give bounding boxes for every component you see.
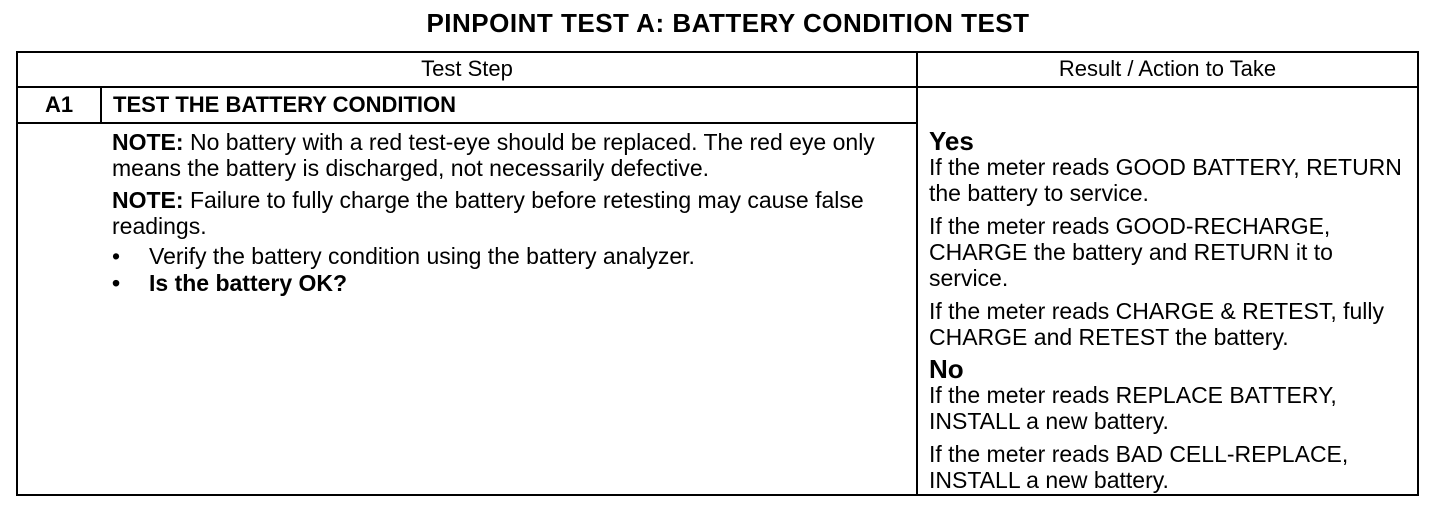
- note-2-text: Failure to fully charge the battery before retesting may cause false readings.: [112, 187, 864, 239]
- column-divider: [916, 51, 918, 496]
- step-instructions: [112, 129, 902, 297]
- table-border-right: [1417, 51, 1419, 496]
- no-item: If the meter reads BAD CELL-REPLACE, INSTALL a new battery.: [929, 441, 1349, 493]
- note-1-label: NOTE:: [112, 129, 184, 155]
- step-id-divider: [100, 86, 102, 123]
- header-divider: [16, 86, 1419, 88]
- note-1: [112, 129, 902, 181]
- bullet-dot: •: [112, 270, 121, 296]
- page-title: PINPOINT TEST A: BATTERY CONDITION TEST: [426, 8, 1030, 38]
- bullet-text: Is the battery OK?: [149, 270, 348, 296]
- note-2: [112, 187, 902, 239]
- step-title: TEST THE BATTERY CONDITION: [113, 92, 457, 117]
- step-bullets: [112, 243, 902, 297]
- note-2-label: NOTE:: [112, 187, 184, 213]
- header-test-step: Test Step: [421, 56, 513, 81]
- step-title-divider: [16, 122, 918, 124]
- bullet-text: Verify the battery condition using the battery analyzer.: [149, 243, 695, 269]
- no-item: If the meter reads REPLACE BATTERY, INSTALL a new battery.: [929, 382, 1337, 434]
- header-result-action: Result / Action to Take: [1058, 56, 1277, 81]
- table-border-bottom: [16, 494, 1419, 496]
- table-border-top: [16, 51, 1419, 53]
- bullet-item: [112, 243, 902, 270]
- yes-item: If the meter reads GOOD BATTERY, RETURN the battery to service.: [929, 154, 1402, 206]
- yes-item: If the meter reads GOOD-RECHARGE, CHARGE the battery and RETURN it to service.: [929, 213, 1333, 291]
- result-actions: [929, 126, 1409, 493]
- bullet-dot: •: [112, 243, 121, 269]
- yes-label: Yes: [929, 126, 974, 156]
- bullet-item-question: [112, 270, 902, 297]
- step-id: A1: [44, 92, 74, 117]
- note-1-text: No battery with a red test-eye should be replaced. The red eye only means the battery is discharged, not necessarily defective.: [112, 129, 875, 181]
- no-label: No: [929, 354, 964, 384]
- yes-item: If the meter reads CHARGE & RETEST, fully CHARGE and RETEST the battery.: [929, 298, 1385, 350]
